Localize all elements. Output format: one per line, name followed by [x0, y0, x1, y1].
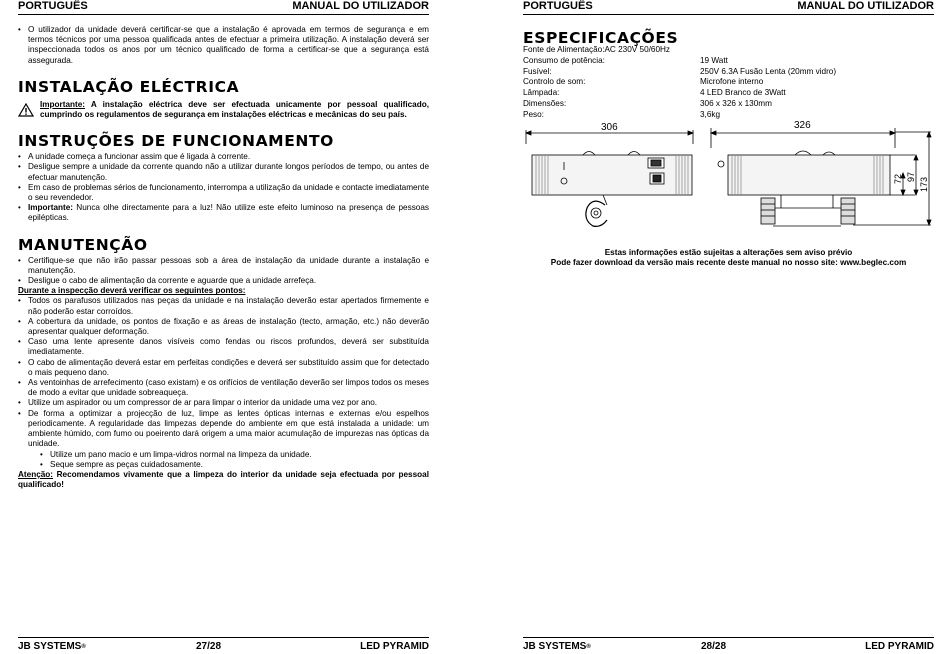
operation-section — [18, 132, 429, 223]
footer-product: LED PYRAMID — [360, 641, 429, 652]
installation-title: INSTALAÇÃO ELÉCTRICA — [18, 77, 240, 96]
registered-mark: ® — [586, 644, 591, 650]
dimension-306: 306 — [601, 122, 618, 133]
spec-key: Controlo de som: — [523, 77, 586, 87]
front-view-drawing — [526, 130, 693, 226]
attention-label: Atenção: — [18, 469, 54, 479]
dimension-326: 326 — [794, 120, 811, 131]
dimension-173: 173 — [919, 176, 929, 192]
footer-brand — [523, 640, 591, 654]
disclaimer-notes — [523, 248, 934, 268]
spec-key: Consumo de potência: — [523, 55, 605, 65]
inspection-bullet: • Todos os parafusos utilizados nas peças da unidade e na instalação deverão estar apertados firmemente e não poderão estar corroídos. — [18, 296, 429, 316]
footer-page-number: 28/28 — [701, 641, 727, 652]
spec-key: Fusível: — [523, 66, 552, 76]
header-manual-title: MANUAL DO UTILIZADOR — [797, 0, 934, 12]
maintenance-title: MANUTENÇÃO — [18, 235, 148, 254]
spec-key: Fonte de Alimentação:AC 230V 50/60Hz — [523, 45, 671, 54]
spec-row — [523, 67, 934, 78]
dimension-97: 97 — [906, 171, 916, 182]
left-page — [18, 0, 429, 654]
page-header — [18, 0, 429, 15]
inspection-bullet: • A cobertura da unidade, os pontos de fixação e as áreas de instalação (tecto, armação, etc.) não deverão apresentar qualquer deformação. — [18, 317, 429, 337]
operation-bullet: • A unidade começa a funcionar assim que é ligada à corrente. — [18, 152, 429, 162]
cleaning-sub-bullet: • Utilize um pano macio e um limpa-vidros normal na limpeza da unidade. — [18, 450, 429, 460]
important-label: Importante: — [40, 99, 86, 109]
spec-value: 19 Watt — [700, 55, 728, 65]
inspection-title: Durante a inspecção deverá verificar os seguintes pontos: — [18, 286, 246, 296]
specifications-table — [523, 45, 934, 121]
spec-value: 306 x 326 x 130mm — [700, 98, 772, 108]
download-line: Pode fazer download da versão mais recente deste manual no nosso site: www.beglec.com — [550, 258, 907, 268]
inspection-bullet: • Utilize um aspirador ou um compressor de ar para limpar o interior da unidade uma vez por ano. — [18, 398, 429, 408]
operation-bullet: • Desligue sempre a unidade da corrente quando não a utilizar durante longos períodos de tempo, ou antes de efectuar manutenção. — [18, 162, 429, 182]
spec-value: 3,6kg — [700, 109, 721, 119]
header-language: PORTUGUÊS — [523, 0, 593, 12]
footer-brand — [18, 640, 86, 654]
operation-important-label: Importante: — [28, 203, 74, 213]
page-footer — [523, 637, 934, 654]
footer-brand-name: JB SYSTEMS — [523, 641, 587, 652]
spec-row — [523, 45, 934, 56]
maintenance-bullet: • Desligue o cabo de alimentação da corrente e aguarde que a unidade arrefeça. — [18, 276, 429, 286]
operation-title: INSTRUÇÕES DE FUNCIONAMENTO — [18, 132, 334, 151]
page-header — [523, 0, 934, 15]
spec-value: 4 LED Branco de 3Watt — [700, 88, 786, 98]
operation-important-text: Nunca olhe directamente para a luz! Não utilize este efeito luminoso na presença de pessoas epilépticas. — [28, 203, 429, 223]
header-manual-title: MANUAL DO UTILIZADOR — [292, 0, 429, 12]
intro-bullet: • O utilizador da unidade deverá certificar-se que a instalação é aprovada em termos de segurança e em termos técnicos por uma pessoa qualificada antes de efectuar a primeira utilização. A instalação deverá ser inspeccionada todos os anos por um técnico qualificado de forma a certificar-se que a segurança está assegurada. — [18, 25, 429, 66]
inspection-bullet: • De forma a optimizar a projecção de luz, limpe as lentes ópticas internas e externas e/ou espelhos periodicamente. A regularidade das limpezas depende do ambiente em que está instalada a unidade: um ambiente húmido, com fumo ou poeirento dará origem a uma maior acumulação de impurezas nas ópticas da unidade. — [18, 409, 429, 450]
spec-row — [523, 88, 934, 99]
installation-warning — [18, 100, 429, 120]
page-footer — [18, 637, 429, 654]
attention-note — [18, 470, 429, 490]
operation-bullet-important — [18, 203, 429, 223]
spec-key: Dimensões: — [523, 98, 567, 108]
operation-bullet: • Em caso de problemas sérios de funcionamento, interrompa a utilização da unidade e contacte imediatamente o seu revendedor. — [18, 183, 429, 203]
spec-row — [523, 99, 934, 110]
spec-value: Microfone interno — [700, 77, 764, 87]
spec-key: Peso: — [523, 109, 544, 119]
spec-value: 250V 6.3A Fusão Lenta (20mm vidro) — [700, 66, 837, 76]
right-page — [523, 0, 934, 654]
left-page-body — [18, 25, 429, 490]
maintenance-bullet: • Certifique-se que não irão passar pessoas sob a área de instalação da unidade durante a instalação e manutenção. — [18, 256, 429, 276]
cleaning-sub-bullet: • Seque sempre as peças cuidadosamente. — [18, 460, 429, 470]
registered-mark: ® — [81, 644, 86, 650]
header-language: PORTUGUÊS — [18, 0, 88, 12]
footer-page-number: 27/28 — [196, 641, 222, 652]
inspection-bullet: • O cabo de alimentação deverá estar em perfeitas condições e deverá ser substituído assim que for detectado o mais pequeno dano. — [18, 358, 429, 378]
warning-triangle-icon — [18, 103, 34, 117]
inspection-bullet: • Caso uma lente apresente danos visíveis como fendas ou riscos profundos, deverá ser substituída imediatamente. — [18, 337, 429, 357]
spec-key: Lâmpada: — [523, 88, 560, 98]
maintenance-section — [18, 236, 429, 491]
spec-row — [523, 56, 934, 67]
specifications-title: ESPECIFICAÇÕES — [523, 29, 679, 47]
disclaimer-line: Estas informações estão sujeitas a alterações sem aviso prévio — [604, 248, 853, 257]
dimension-drawing — [523, 118, 934, 240]
attention-text: Recomendamos vivamente que a limpeza do interior da unidade seja efectuada por pessoal qualificado! — [18, 469, 429, 490]
important-text: A instalação eléctrica deve ser efectuada unicamente por pessoal qualificado, cumprindo os regulamentos de segurança em instalações eléctricas e mecânicas do seu país. — [40, 99, 429, 120]
footer-product: LED PYRAMID — [865, 641, 934, 652]
spec-row — [523, 77, 934, 88]
installation-section — [18, 78, 429, 120]
inspection-bullet: • As ventoinhas de arrefecimento (caso existam) e os orifícios de ventilação deverão ser limpos todos os meses de modo a evitar que unidade sobreaqueça. — [18, 378, 429, 398]
footer-brand-name: JB SYSTEMS — [18, 641, 82, 652]
dimension-72: 72 — [893, 173, 903, 184]
